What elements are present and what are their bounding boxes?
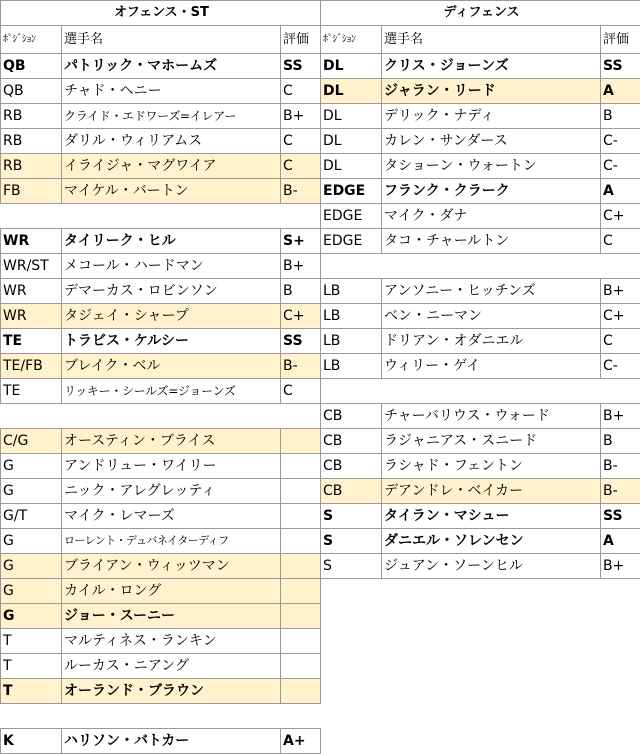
- player-name-cell: ルーカス・ニアング: [62, 654, 281, 679]
- rating-cell: C: [281, 154, 321, 179]
- player-name-cell: イライジャ・マグワイア: [62, 154, 281, 179]
- rating-cell: B+: [601, 279, 640, 304]
- table-row: [1, 654, 321, 679]
- table-row: [1, 429, 321, 454]
- position-cell: S: [321, 554, 382, 579]
- rating-cell: C+: [281, 304, 321, 329]
- table-row: [321, 179, 640, 204]
- table-row: [1, 379, 321, 404]
- position-cell: EDGE: [321, 229, 382, 254]
- player-name-cell: チャーバリウス・ウォード: [382, 404, 601, 429]
- position-cell: LB: [321, 354, 382, 379]
- defense-header-row: [321, 26, 640, 54]
- player-name-cell: マイク・レマーズ: [62, 504, 281, 529]
- group-separator: [1, 404, 321, 429]
- position-cell: DL: [321, 129, 382, 154]
- player-name-cell: トラビス・ケルシー: [62, 329, 281, 354]
- position-cell: G: [1, 479, 62, 504]
- group-separator: [321, 254, 640, 279]
- offense-title: オフェンス・ST: [1, 1, 321, 26]
- position-cell: WR/ST: [1, 254, 62, 279]
- rating-cell: [281, 654, 321, 679]
- position-cell: G: [1, 529, 62, 554]
- player-name-cell: クライド・エドワーズ=イレアー: [62, 104, 281, 129]
- player-name-cell: ニック・アレグレッティ: [62, 479, 281, 504]
- rating-cell: SS: [601, 504, 640, 529]
- table-row: [321, 79, 640, 104]
- rating-cell: [281, 604, 321, 629]
- player-header: 選手名: [382, 26, 601, 54]
- position-cell: EDGE: [321, 179, 382, 204]
- table-row: [321, 154, 640, 179]
- rating-cell: [281, 454, 321, 479]
- player-name-cell: ベン・ニーマン: [382, 304, 601, 329]
- rating-cell: [281, 579, 321, 604]
- table-row: [1, 529, 321, 554]
- table-row: [321, 454, 640, 479]
- table-row: [321, 129, 640, 154]
- position-cell: DL: [321, 79, 382, 104]
- player-name-cell: ダニエル・ソレンセン: [382, 529, 601, 554]
- rating-cell: B: [281, 279, 321, 304]
- player-header: 選手名: [62, 26, 281, 54]
- rating-cell: C: [281, 129, 321, 154]
- position-cell: CB: [321, 429, 382, 454]
- position-cell: T: [1, 629, 62, 654]
- table-row: [1, 354, 321, 379]
- rating-cell: B: [601, 104, 640, 129]
- player-name-cell: ブライアン・ウィッツマン: [62, 554, 281, 579]
- table-row: [321, 404, 640, 429]
- position-cell: EDGE: [321, 204, 382, 229]
- player-name-cell: チャド・ヘニー: [62, 79, 281, 104]
- table-row: [321, 279, 640, 304]
- table-row: [1, 104, 321, 129]
- position-cell: K: [1, 729, 62, 754]
- rating-cell: [281, 479, 321, 504]
- separator-cell: [321, 254, 640, 279]
- player-name-cell: オーランド・ブラウン: [62, 679, 281, 704]
- separator-cell: [321, 379, 640, 404]
- position-cell: WR: [1, 304, 62, 329]
- table-row: [1, 79, 321, 104]
- player-name-cell: デアンドレ・ベイカー: [382, 479, 601, 504]
- table-row: [1, 554, 321, 579]
- position-cell: G: [1, 454, 62, 479]
- position-cell: TE/FB: [1, 354, 62, 379]
- position-cell: QB: [1, 79, 62, 104]
- player-name-cell: ウィリー・ゲイ: [382, 354, 601, 379]
- group-separator: [321, 379, 640, 404]
- position-cell: CB: [321, 454, 382, 479]
- player-name-cell: ブレイク・ベル: [62, 354, 281, 379]
- rating-cell: SS: [281, 54, 321, 79]
- rating-header: 評価: [281, 26, 321, 54]
- position-cell: CB: [321, 479, 382, 504]
- table-row: [1, 479, 321, 504]
- separator-cell: [1, 704, 321, 729]
- position-cell: QB: [1, 54, 62, 79]
- table-row: [1, 54, 321, 79]
- rating-cell: [281, 504, 321, 529]
- position-header: ﾎﾟｼﾞｼｮﾝ: [321, 26, 382, 54]
- position-cell: G: [1, 579, 62, 604]
- table-row: [1, 304, 321, 329]
- defense-table: [320, 0, 640, 579]
- player-name-cell: ジャラン・リード: [382, 79, 601, 104]
- rating-cell: B+: [281, 254, 321, 279]
- rating-cell: B-: [281, 179, 321, 204]
- defense-title: ディフェンス: [321, 1, 640, 26]
- rating-cell: B-: [601, 454, 640, 479]
- player-name-cell: マルティネス・ランキン: [62, 629, 281, 654]
- rating-cell: A: [601, 179, 640, 204]
- rating-cell: A: [601, 529, 640, 554]
- player-name-cell: マイケル・バートン: [62, 179, 281, 204]
- table-row: [1, 279, 321, 304]
- player-name-cell: ジョー・スーニー: [62, 604, 281, 629]
- player-name-cell: ドリアン・オダニエル: [382, 329, 601, 354]
- table-row: [321, 429, 640, 454]
- rating-cell: SS: [281, 329, 321, 354]
- table-row: [321, 354, 640, 379]
- rating-cell: [281, 429, 321, 454]
- table-row: [1, 179, 321, 204]
- rating-cell: A+: [281, 729, 321, 754]
- player-name-cell: マイク・ダナ: [382, 204, 601, 229]
- player-name-cell: ラシャド・フェントン: [382, 454, 601, 479]
- rating-cell: C: [281, 79, 321, 104]
- table-row: [321, 104, 640, 129]
- position-cell: G/T: [1, 504, 62, 529]
- table-row: [1, 679, 321, 704]
- player-name-cell: カイル・ロング: [62, 579, 281, 604]
- table-row: [321, 204, 640, 229]
- player-name-cell: タイリーク・ヒル: [62, 229, 281, 254]
- player-name-cell: オースティン・ブライス: [62, 429, 281, 454]
- group-separator: [1, 204, 321, 229]
- table-row: [1, 604, 321, 629]
- table-row: [1, 504, 321, 529]
- player-name-cell: アンドリュー・ワイリー: [62, 454, 281, 479]
- player-name-cell: メコール・ハードマン: [62, 254, 281, 279]
- position-cell: TE: [1, 379, 62, 404]
- rating-cell: C-: [601, 154, 640, 179]
- player-name-cell: デマーカス・ロビンソン: [62, 279, 281, 304]
- rating-cell: C: [601, 329, 640, 354]
- player-name-cell: カレン・サンダース: [382, 129, 601, 154]
- rating-cell: B: [601, 429, 640, 454]
- position-cell: TE: [1, 329, 62, 354]
- position-cell: S: [321, 529, 382, 554]
- table-row: [1, 579, 321, 604]
- rating-cell: C: [281, 379, 321, 404]
- player-name-cell: アンソニー・ヒッチンズ: [382, 279, 601, 304]
- table-row: [321, 304, 640, 329]
- group-separator: [1, 704, 321, 729]
- table-row: [1, 154, 321, 179]
- player-name-cell: タジェイ・シャープ: [62, 304, 281, 329]
- table-row: [1, 254, 321, 279]
- player-name-cell: ラジャニアス・スニード: [382, 429, 601, 454]
- position-cell: FB: [1, 179, 62, 204]
- position-cell: T: [1, 654, 62, 679]
- table-row: [321, 229, 640, 254]
- rating-cell: S+: [281, 229, 321, 254]
- table-row: [1, 454, 321, 479]
- table-row: [1, 629, 321, 654]
- position-cell: CB: [321, 404, 382, 429]
- table-row: [1, 729, 321, 754]
- rating-cell: B-: [281, 354, 321, 379]
- rating-cell: [281, 679, 321, 704]
- table-row: [321, 329, 640, 354]
- rating-cell: B+: [601, 404, 640, 429]
- rating-cell: B+: [281, 104, 321, 129]
- table-row: [1, 229, 321, 254]
- position-cell: S: [321, 504, 382, 529]
- table-row: [321, 529, 640, 554]
- separator-cell: [1, 204, 321, 229]
- position-cell: WR: [1, 279, 62, 304]
- rating-cell: SS: [601, 54, 640, 79]
- position-cell: T: [1, 679, 62, 704]
- rating-cell: A: [601, 79, 640, 104]
- offense-header-row: [1, 26, 321, 54]
- player-name-cell: タコ・チャールトン: [382, 229, 601, 254]
- position-cell: G: [1, 554, 62, 579]
- position-cell: RB: [1, 104, 62, 129]
- position-cell: RB: [1, 129, 62, 154]
- position-cell: DL: [321, 154, 382, 179]
- rating-cell: C+: [601, 204, 640, 229]
- position-cell: G: [1, 604, 62, 629]
- rating-cell: [281, 629, 321, 654]
- table-row: [321, 479, 640, 504]
- table-row: [321, 504, 640, 529]
- position-cell: LB: [321, 304, 382, 329]
- rating-cell: C-: [601, 354, 640, 379]
- player-name-cell: デリック・ナディ: [382, 104, 601, 129]
- rating-cell: C-: [601, 129, 640, 154]
- player-name-cell: リッキー・シールズ=ジョーンズ: [62, 379, 281, 404]
- table-row: [1, 329, 321, 354]
- separator-cell: [1, 404, 321, 429]
- rating-cell: B+: [601, 554, 640, 579]
- rating-cell: C: [601, 229, 640, 254]
- player-name-cell: ジュアン・ソーンヒル: [382, 554, 601, 579]
- rating-header: 評価: [601, 26, 640, 54]
- position-cell: DL: [321, 104, 382, 129]
- player-name-cell: ローレント・デュバネイターディフ: [62, 529, 281, 554]
- position-cell: WR: [1, 229, 62, 254]
- position-cell: RB: [1, 154, 62, 179]
- position-cell: LB: [321, 329, 382, 354]
- rating-cell: C+: [601, 304, 640, 329]
- position-cell: C/G: [1, 429, 62, 454]
- player-name-cell: フランク・クラーク: [382, 179, 601, 204]
- player-name-cell: タショーン・ウォートン: [382, 154, 601, 179]
- table-row: [1, 129, 321, 154]
- player-name-cell: クリス・ジョーンズ: [382, 54, 601, 79]
- player-name-cell: パトリック・マホームズ: [62, 54, 281, 79]
- player-name-cell: ハリソン・バトカー: [62, 729, 281, 754]
- player-name-cell: タイラン・マシュー: [382, 504, 601, 529]
- position-cell: LB: [321, 279, 382, 304]
- table-row: [321, 54, 640, 79]
- rating-cell: B-: [601, 479, 640, 504]
- position-cell: DL: [321, 54, 382, 79]
- player-name-cell: ダリル・ウィリアムス: [62, 129, 281, 154]
- rating-cell: [281, 554, 321, 579]
- table-row: [321, 554, 640, 579]
- rating-cell: [281, 529, 321, 554]
- position-header: ﾎﾟｼﾞｼｮﾝ: [1, 26, 62, 54]
